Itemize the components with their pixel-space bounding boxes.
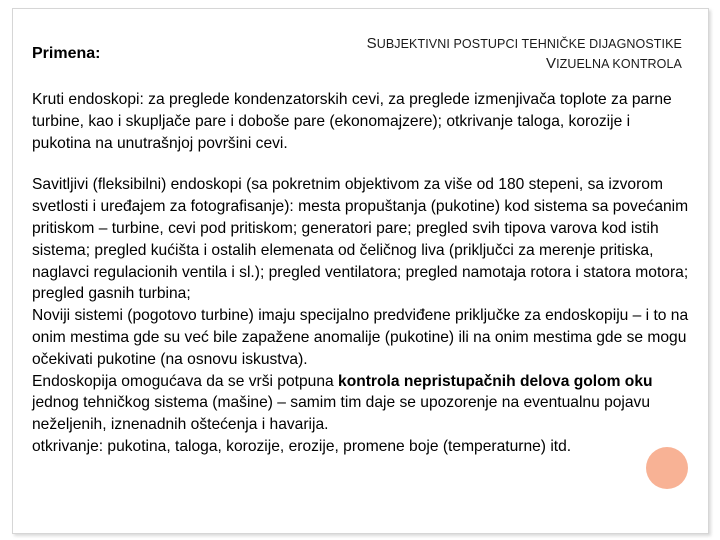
paragraph-flexible-endoscopes: Savitljivi (fleksibilni) endoskopi (sa pokretnim objektivom za više od 180 stepeni, sa izvorom svetlosti i uređajem za fotografisanje): mesta propuštanja (pukotine) kod sistema sa povećanim pritiskom – turbine, cevi pod pritiskom; generatori pare; pregled svih tipova varova kod istih sistema; pregled kućišta i ostalih elemenata od čeličnog liva (priključci za merenje pritiska, naglavci regulacionih ventila i sl.); pregled ventilatora; pregled namotaja rotora i statora motora; pregled gasnih turbina;	[32, 176, 689, 303]
paragraph-endoscopy-control	[32, 371, 692, 436]
page-title	[367, 34, 682, 74]
title-line-1-rest: UBJEKTIVNI POSTUPCI TEHNIČKE DIJAGNOSTIKE	[376, 37, 682, 51]
paragraph-rigid-endoscopes: Kruti endoskopi: za preglede kondenzatorskih cevi, za preglede izmenjivača toplote za parne turbine, kao i skupljače pare i doboše pare (ekonomajzere); otkrivanje taloga, korozije i pukotina na unutrašnjoj površini cevi.	[32, 91, 672, 152]
title-line-1-initial: S	[366, 35, 377, 52]
paragraph-newer-systems: Noviji sistemi (pogotovo turbine) imaju specijalno predviđene priključke za endoskopiju – i to na onim mestima gde su već bile zapažene anomalije (pukotine) ili na onim mestima gde se mogu očekivati pukotine (na osnovu iskustva).	[32, 307, 689, 368]
body-text	[32, 89, 692, 458]
title-line-2-rest: IZUELNA KONTROLA	[556, 57, 682, 71]
title-line-1	[367, 34, 682, 54]
paragraph-endoscopy-bold: kontrola nepristupačnih delova golom oku	[338, 372, 653, 390]
paragraph-endoscopy-post: jednog tehničkog sistema (mašine) – samim tim daje se upozorenje na eventualnu pojavu neželjenih, iznenadnih oštećenja i havarija.	[32, 394, 651, 434]
paragraph-gap	[32, 154, 692, 174]
title-line-2	[367, 54, 682, 74]
paragraph-detection: otkrivanje: pukotina, taloga, korozije, erozije, promene boje (temperaturne) itd.	[32, 437, 572, 455]
paragraph-endoscopy-pre: Endoskopija omogućava da se vrši potpuna	[32, 372, 339, 390]
section-label: Primena:	[32, 45, 101, 62]
title-line-2-initial: V	[545, 55, 557, 72]
